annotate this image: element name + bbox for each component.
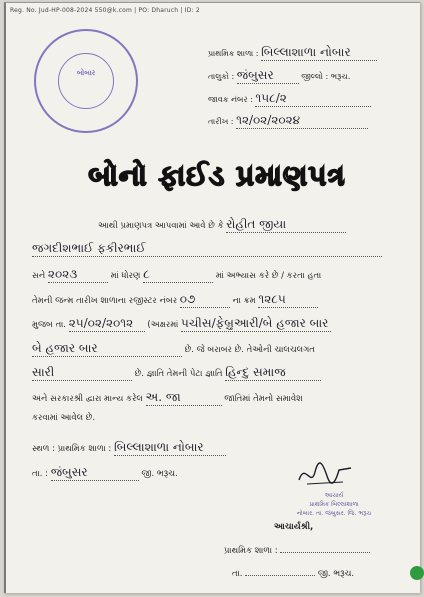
seal-inner-ring [58, 53, 114, 109]
birth-year-words: બે હજાર બાર [32, 341, 182, 357]
birth-date: ૨૫/૦૨/૨૦૧૨ [69, 316, 145, 332]
school-label: પ્રાથમિક શાળા : [208, 49, 259, 58]
stamp-line-2: પ્રાથમિક બિલ્લાશાળા [309, 501, 359, 508]
outward-value: ૧૫૮/૨ [255, 91, 371, 107]
footer-ta-blank [245, 575, 315, 576]
footer-ta-row [232, 569, 354, 579]
birth-date-words: પચીસ/ફેબ્રુઆરી/બે હજાર બાર [181, 316, 331, 332]
header-school-row [208, 45, 377, 61]
date-label: તારીખ : [208, 117, 234, 126]
footer-school-row [224, 546, 370, 556]
principal-title: આચાર્યશ્રી, [274, 522, 314, 532]
place-value: બિલ્લાશાળા નોબાર [114, 440, 226, 456]
school-seal [34, 29, 138, 133]
standard-value: ૮ [143, 267, 213, 283]
top-strip: Reg. No. Jud-HP-008-2024 550@k.com | PO: Dharuch | ID: 2 [10, 7, 200, 14]
date-value: ૧૨/૦૨/૨૦૨૪ [236, 113, 368, 129]
footer-district: જી. ભરૂચ. [141, 469, 178, 479]
caste-label: છે. જ્ઞાતિ તેમની પેટા જ્ઞાતિ [134, 369, 223, 379]
place-label: સ્થળ : પ્રાથમિક શાળા : [32, 444, 112, 454]
year-prefix: સને [32, 271, 46, 281]
taluka-label: તાલુકો : [208, 72, 235, 81]
green-dot-icon [410, 566, 424, 580]
header-taluka-row [208, 68, 350, 84]
footer-ji-label: જી. ભરૂચ. [317, 569, 355, 579]
stamp-line-3: નોબાર. તા. જંબુસર. જિ. ભરૂચ [296, 510, 372, 517]
body-line-5 [32, 316, 331, 332]
footer-taluka-value: જંબુસર [51, 465, 139, 481]
body-line-6 [32, 341, 315, 357]
father-name: જગદીશભાઈ ફકીરભાઈ [32, 241, 382, 257]
body-line-8 [32, 390, 303, 406]
body-line-7 [32, 365, 321, 381]
taluka-value: જંબુસર [237, 68, 299, 84]
category-value: અ. જા [146, 390, 222, 406]
body-line-9: કરવામાં આવેલ છે. [32, 413, 96, 423]
standard-label: માં ધોરણ [110, 271, 141, 281]
serial-number: ૧૨૮૫ [258, 292, 318, 308]
serial-label: ના ક્રમ [232, 296, 256, 306]
footer-place-row [32, 440, 226, 456]
certificate-paper [4, 2, 420, 593]
dob-prefix: મુજબ તા. [32, 320, 66, 330]
caste-value: હિન્દુ સમાજ [225, 365, 321, 381]
stamp-line-1: આચાર્ય [324, 492, 344, 499]
certificate-title: બોનો ફાઈડ પ્રમાણપત્ર [88, 159, 346, 192]
principal-stamp [289, 491, 379, 518]
seal-text: બોબાર [76, 69, 96, 77]
body-line-1 [98, 217, 346, 233]
footer-ta-label: તા. [232, 569, 243, 579]
govt-text: અને સરકારશ્રી દ્વારા માન્ય કરેલ [32, 394, 143, 404]
intro-text: આથી પ્રમાણપત્ર આપવામાં આવે છે કે [98, 221, 224, 231]
header-outward-row [208, 91, 371, 107]
footer-taluka-label: તા. : [32, 469, 48, 479]
register-number: ૦૭ [180, 292, 230, 308]
principal-signature [293, 458, 355, 492]
footer-school-label: પ્રાથમિક શાળા : [224, 546, 278, 556]
body-line-3 [32, 267, 321, 283]
body-line-4 [32, 292, 318, 308]
register-text: તેમની જન્મ તારીખ શાળાના રજીસ્ટર નંબર [32, 296, 178, 306]
academic-year: ૨૦૨૩ [48, 267, 108, 283]
footer-school-blank [280, 552, 370, 553]
student-name: રોહીત જીયા [226, 217, 346, 233]
category-text: જાતિમાં તેમનો સમાવેશ [224, 394, 303, 404]
school-value: બિલ્લાશાળા નોબાર [261, 45, 377, 61]
conduct-text: છે. જે બરાબર છે. તેઓની ચાલચલગત [184, 345, 315, 355]
studying-text: માં અભ્યાસ કરે છે / કરતા હતા [215, 271, 322, 281]
district-label: જીલ્લો : ભરૂચ. [301, 72, 351, 81]
conduct-value: સારી [32, 365, 132, 381]
header-date-row [208, 113, 368, 129]
outward-label: જાવક નંબર : [208, 95, 253, 104]
footer-taluka-row [32, 465, 178, 481]
in-words-label: (અક્ષરમાં [147, 320, 179, 330]
body-line-2 [32, 241, 382, 257]
